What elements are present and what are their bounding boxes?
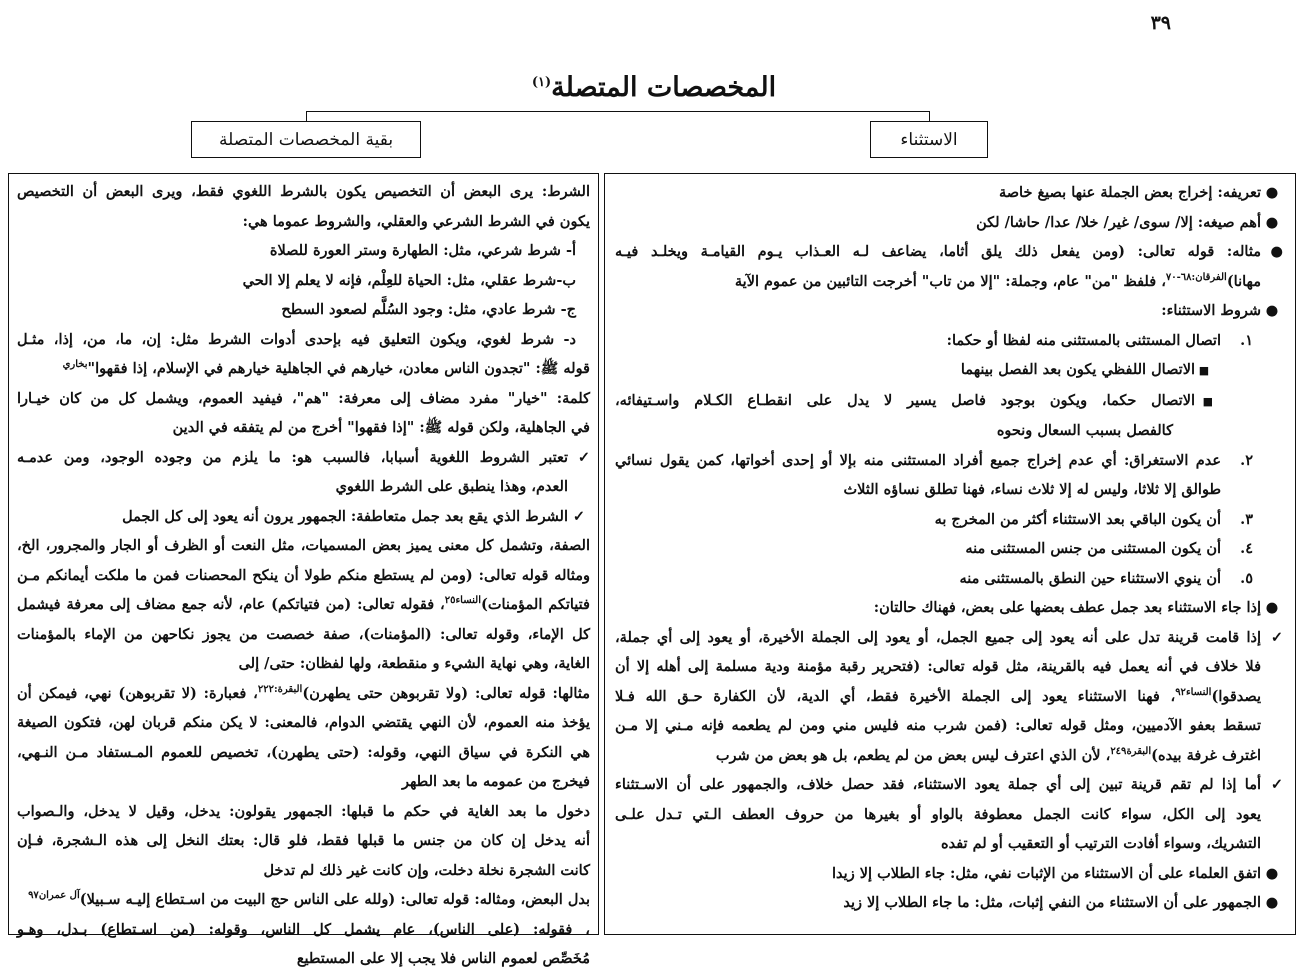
bullet-icon: ● — [1265, 894, 1279, 911]
text-line: يؤخذ منه العموم، لأن النهي يقتضي الدوام، فالمعنى: لا يكن منكم قربان لهن، فتكون الصيغة — [17, 714, 590, 731]
list-item — [615, 859, 1283, 889]
page-title-text: المخصصات المتصلة — [551, 72, 777, 103]
list-item — [17, 502, 590, 532]
list-item — [615, 505, 1283, 535]
bullet-icon: ● — [1265, 184, 1279, 201]
item-number: ٥. — [1240, 569, 1253, 587]
case-text: أما إذا لم تقم قرينة تبين إلى أي جملة يعود الاستثناء، فقد حصل خلاف، والجمهور على أن الاسـتثناء — [615, 776, 1261, 793]
branch-box-other-connected: بقية المخصصات المتصلة — [191, 121, 421, 158]
text-line: كانت الشجرة نخلة دخلت، وإن كانت غير ذلك لم تدخل — [263, 861, 590, 879]
hadith-citation: بخاري — [62, 359, 88, 371]
quran-citation: آل عمران٩٧ — [28, 890, 80, 902]
list-item-continuation: تسقط بعفو الآدميين، ومثل قوله تعالى: (فمن شرب منه فليس مني ومن لم يطعمه فإنه مـني إلا مـن — [615, 717, 1261, 734]
bullet-icon: ● — [1265, 599, 1279, 616]
check-icon: ✓ — [572, 507, 586, 525]
list-item — [615, 178, 1283, 208]
text-line: ، فقوله: (على الناس)، عام يشمل كل الناس، وقوله: (من اسـتطاع) بـدل، وهـو — [17, 920, 590, 938]
list-item-continuation — [615, 741, 1283, 771]
list-item — [615, 296, 1283, 326]
list-item — [615, 593, 1283, 623]
rule-text: اتفق العلماء على أن الاستثناء من الإثبات نفي، مثل: جاء الطلاب إلا زيدا — [832, 864, 1261, 882]
list-item — [615, 386, 1283, 417]
quran-citation: البقرة٢٤٩ — [1110, 745, 1152, 757]
text-line: مُخَصِّص لعموم الناس فلا يجب إلا على المستطيع — [296, 950, 590, 967]
rule-text: الجمهور على أن الاستثناء من النفي إثبات، مثل: ما جاء الطلاب إلا زيد — [843, 894, 1261, 911]
text-line — [17, 679, 590, 709]
multi-clause-text: إذا جاء الاستثناء بعد جمل عطف بعضها على بعض، فهناك حالتان: — [873, 599, 1261, 616]
text-line: فيخرج من عمومه ما بعد الطهر — [402, 773, 590, 790]
page-title — [0, 72, 1308, 103]
hadith-text: قوله ﷺ: "تجدون الناس معادن، خيارهم في الجاهلية خيارهم في الإسلام، إذا فقهوا" — [87, 360, 590, 377]
quran-text: ، فقوله تعالى: (من فتياتكم) عام، لأنه جمع مضاف إلى معرفة فيشمل — [17, 596, 445, 613]
text-line: الشرط: يرى البعض أن التخصيص يكون بالشرط اللغوي فقط، ويرى البعض أن التخصيص — [17, 183, 590, 200]
title-footnote: (١) — [531, 75, 552, 90]
condition-text: أن يكون الباقي بعد الاستثناء أكثر من المخرج به — [934, 510, 1221, 528]
example-text: مثاله: قوله تعالى: (ومن يفعل ذلك يلق أثاما، يضاعف لـه العـذاب يـوم القيامـة ويخلـد فيـه — [615, 243, 1261, 260]
text-line: كلمة: "خيار" مفرد مضاف إلى معرفة: "هم"، فيفيد العموم، ويشمل كل من كان خيـارا — [17, 389, 590, 407]
example-text: ، فلفظ "من" عام، وجملة: "إلا من تاب" أخرجت التائبين من عموم الآية — [734, 272, 1166, 290]
quran-text: ، فعبارة: (لا تقربوهن) نهي، فيمكن أن — [17, 684, 258, 702]
list-item: د- شرط لغوي، ويكون التعليق فيه بإحدى أدوات الشرط مثل: إن، ما، من، إذا، مثـل — [17, 330, 576, 348]
text-line — [17, 590, 590, 620]
text-line — [17, 885, 590, 915]
quran-text: مثالها: قوله تعالى: (ولا تقربوهن حتى يطهرن) — [302, 684, 590, 702]
check-icon: ✓ — [1270, 776, 1283, 793]
page-number: ٣٩ — [1150, 12, 1171, 34]
istithna-panel — [604, 173, 1296, 935]
text-line: الغاية، وهي نهاية الشيء و منقطعة، ولها لفظان: حتى/ إلى — [238, 655, 590, 672]
list-item-continuation: التشريك، وسواء أفادت الترتيب أو التعقيب أو لم تفده — [941, 835, 1261, 852]
list-item — [615, 237, 1283, 267]
check-icon: ✓ — [1270, 628, 1283, 646]
list-item: أ- شرط شرعي، مثل: الطهارة وستر العورة للصلاة — [269, 242, 576, 259]
definition-text: تعريفه: إخراج بعض الجملة عنها بصيغ خاصة — [998, 184, 1261, 201]
quran-text: بدل البعض، ومثاله: قوله تعالى: (ولله على الناس حج البيت من اسـتطاع إليـه سـبيلا) — [79, 891, 590, 908]
case-text: اغترف غرفة بيده) — [1151, 746, 1261, 764]
case-text: ، فهنا الاستثناء يعود إلى الجملة الأخيرة فقط، أي الدية، لأن الكفارة حـق الله فـلا — [615, 687, 1176, 705]
bullet-icon: ● — [1265, 864, 1279, 882]
list-item — [615, 355, 1283, 386]
text-line — [17, 354, 590, 384]
check-icon: ✓ — [577, 448, 590, 466]
text-line: كل الإماء، وقوله تعالى: (المؤمنات)، صفة خصصت من يجوز نكاحهن من الإماء بالمؤمنات — [17, 625, 590, 643]
list-item-continuation: كالفصل بسبب السعال ونحوه — [996, 422, 1173, 439]
item-number: ٢. — [1240, 451, 1253, 469]
note-text: الشرط الذي يقع بعد جمل متعاطفة: الجمهور يرون أنه يعود إلى كل الجمل — [122, 507, 568, 525]
condition-text: عدم الاستغراق: أي عدم إخراج جميع أفراد المستثنى منه بإلا أو إحدى أخواتها، كمن يقول نسائي — [615, 451, 1221, 469]
list-item-continuation: فلا خلاف في أنه يعمل فيه بالقرينة، مثل قوله تعالى: (فتحرير رقبة مؤمنة ودية مسلمة إلى أهله إلا أن — [615, 658, 1261, 675]
condition-text: أن يكون المستثنى من جنس المستثنى منه — [965, 540, 1221, 557]
list-item: ب-شرط عقلي، مثل: الحياة للعِلْم، فإنه لا يعلم إلا الحي — [242, 271, 576, 289]
quran-citation: النساء٩٢ — [1175, 686, 1212, 698]
list-item — [615, 208, 1283, 238]
note-text: تعتبر الشروط اللغوية أسبابا، فالسبب هو: ما يلزم من وجوده الوجود، ومن عدمـه — [17, 448, 568, 466]
text-line: أنه يدخل إن كان من جنس ما قبلها فقط، فلو قال: بعتك النخل إلى هذه الـشجرة، فـإن — [17, 832, 590, 849]
bullet-icon: ● — [1265, 213, 1279, 231]
bullet-icon: ● — [1270, 243, 1283, 260]
quran-text: فتياتكم المؤمنات) — [480, 596, 590, 613]
case-text: ، لأن الذي اعترف ليس بعض من لم يطعم، بل هو بعض من شرب — [715, 746, 1111, 764]
list-item — [615, 770, 1283, 800]
condition-text: أن ينوي الاستثناء حين النطق بالمستثنى منه — [959, 569, 1221, 587]
other-specifiers-panel — [8, 173, 599, 967]
list-item-continuation: العدم، وهذا ينطبق على الشرط اللغوي — [335, 478, 568, 495]
item-number: ٣. — [1240, 510, 1253, 528]
example-text: مهانا) — [1226, 272, 1261, 290]
forms-text: أهم صيغه: إلا/ سوى/ غير/ خلا/ عدا/ حاشا/ لكن — [976, 213, 1261, 231]
square-bullet-icon: ■ — [1202, 394, 1213, 408]
list-item-continuation — [615, 267, 1283, 297]
list-item — [17, 443, 590, 473]
text-line: يكون في الشرط الشرعي والعقلي، والشروط عموما هي: — [242, 212, 590, 230]
tree-connector-right — [929, 111, 930, 121]
list-item — [615, 446, 1283, 476]
list-item-continuation: طوالق إلا ثلاثا، وليس له إلا ثلاث نساء، فهنا تطلق نساؤه الثلاث — [843, 481, 1221, 498]
item-number: ٤. — [1240, 540, 1253, 557]
text-line: في الجاهلية، ولكن قوله ﷺ: "إذا فقهوا" أخرج من لم يتفقه في الدين — [172, 419, 590, 436]
text-line: ومثاله قوله تعالى: (ومن لم يستطع منكم طولا أن ينكح المحصنات فمن ما ملكت أيمانكم مـن — [17, 566, 590, 584]
case-text: يصدقوا) — [1211, 687, 1261, 705]
text-line: دخول ما بعد الغاية في حكم ما قبلها: الجمهور يقولون: يدخل، وقيل لا يدخل، والـصواب — [17, 802, 590, 820]
condition-text: الاتصال حكما، ويكون بوجود فاصل يسير لا يدل على انقطـاع الكـلام واسـتيفائه، — [615, 391, 1195, 409]
list-item — [615, 534, 1283, 564]
condition-text: الاتصال اللفظي يكون بعد الفصل بينهما — [960, 361, 1195, 378]
list-item — [615, 326, 1283, 356]
tree-connector-horizontal — [306, 111, 930, 112]
condition-text: اتصال المستثنى بالمستثنى منه لفظا أو حكما: — [946, 331, 1221, 349]
bullet-icon: ● — [1265, 302, 1279, 319]
text-line: الصفة، وتشمل كل معنى يميز بعض المسميات، مثل النعت أو الظرف أو الجار والمجرور، الخ، — [17, 537, 590, 554]
tree-connector-left — [306, 111, 307, 121]
list-item — [615, 564, 1283, 594]
case-text: إذا قامت قرينة تدل على أنه يعود إلى جميع الجمل، أو يعود إلى الجملة الأخيرة، أو يعود إلى أي جملة، — [615, 628, 1261, 646]
list-item — [615, 623, 1283, 653]
quran-citation: الفرقان:٦٨-٧٠ — [1165, 271, 1227, 283]
conditions-title: شروط الاستثناء: — [1161, 302, 1261, 319]
square-bullet-icon: ■ — [1198, 364, 1210, 377]
quran-citation: النساء٢٥ — [444, 595, 481, 607]
list-item: ج- شرط عادي، مثل: وجود السُلَّم لصعود السطح — [281, 301, 576, 318]
text-line: هي النكرة في سياق النهي، وقوله: (حتى يطهرن)، تخصيص للعموم المـستفاد مـن النـهي، — [17, 743, 590, 761]
quran-citation: البقرة:٢٢٢ — [257, 683, 303, 695]
list-item-continuation — [615, 682, 1283, 712]
item-number: ١. — [1240, 331, 1253, 349]
branch-box-istithna: الاستثناء — [870, 121, 988, 158]
list-item-continuation: يعود إلى الكل، سواء كانت الجمل معطوفة بالواو أو بغيرها من حروف العطف الـتي تـدل علـى — [615, 805, 1261, 823]
list-item — [615, 888, 1283, 918]
